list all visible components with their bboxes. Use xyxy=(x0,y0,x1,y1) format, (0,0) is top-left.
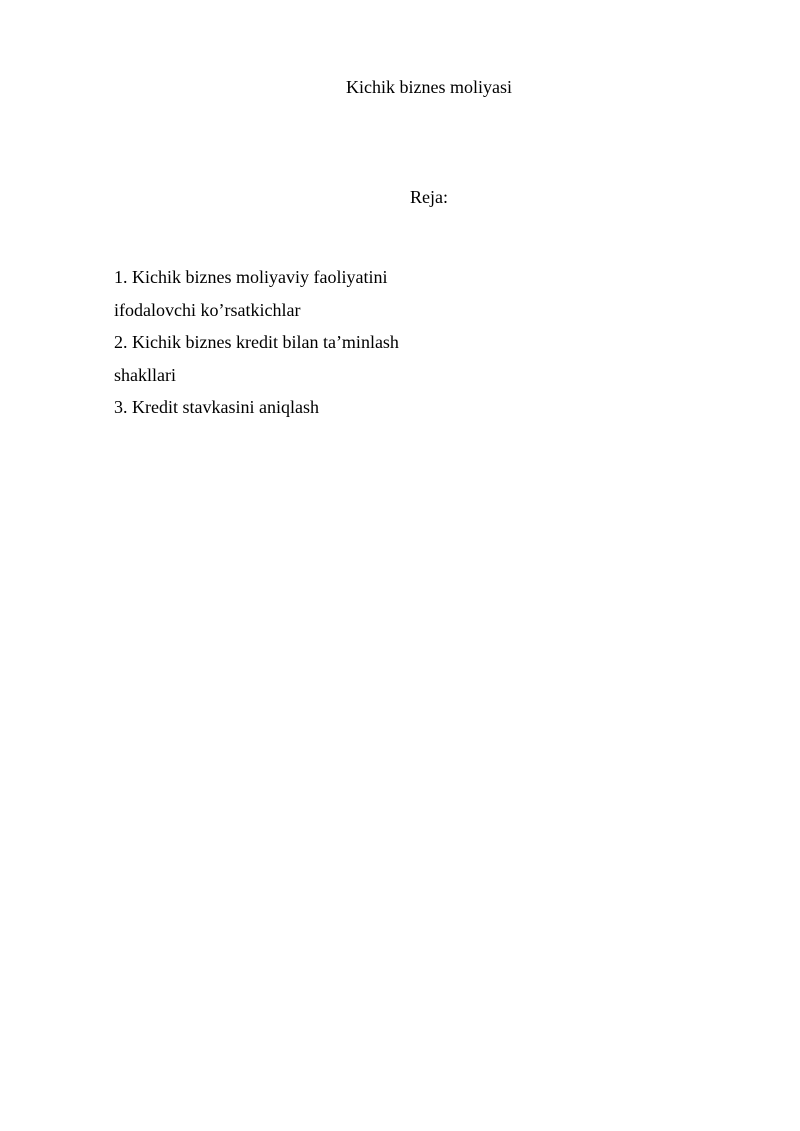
plan-heading: Reja: xyxy=(410,187,448,207)
plan-item-1-line-1: 1. Kichik biznes moliyaviy faoliyatini xyxy=(114,267,388,287)
plan-item-1-line-2: ifodalovchi ko’rsatkichlar xyxy=(114,299,301,320)
plan-list xyxy=(114,261,454,424)
plan-item-2-line-1: 2. Kichik biznes kredit bilan ta’minlash xyxy=(114,332,399,352)
document-title: Kichik biznes moliyasi xyxy=(346,77,512,97)
plan-item-2-line-2: shakllari xyxy=(114,364,176,385)
plan-item-3: 3. Kredit stavkasini aniqlash xyxy=(114,397,319,417)
